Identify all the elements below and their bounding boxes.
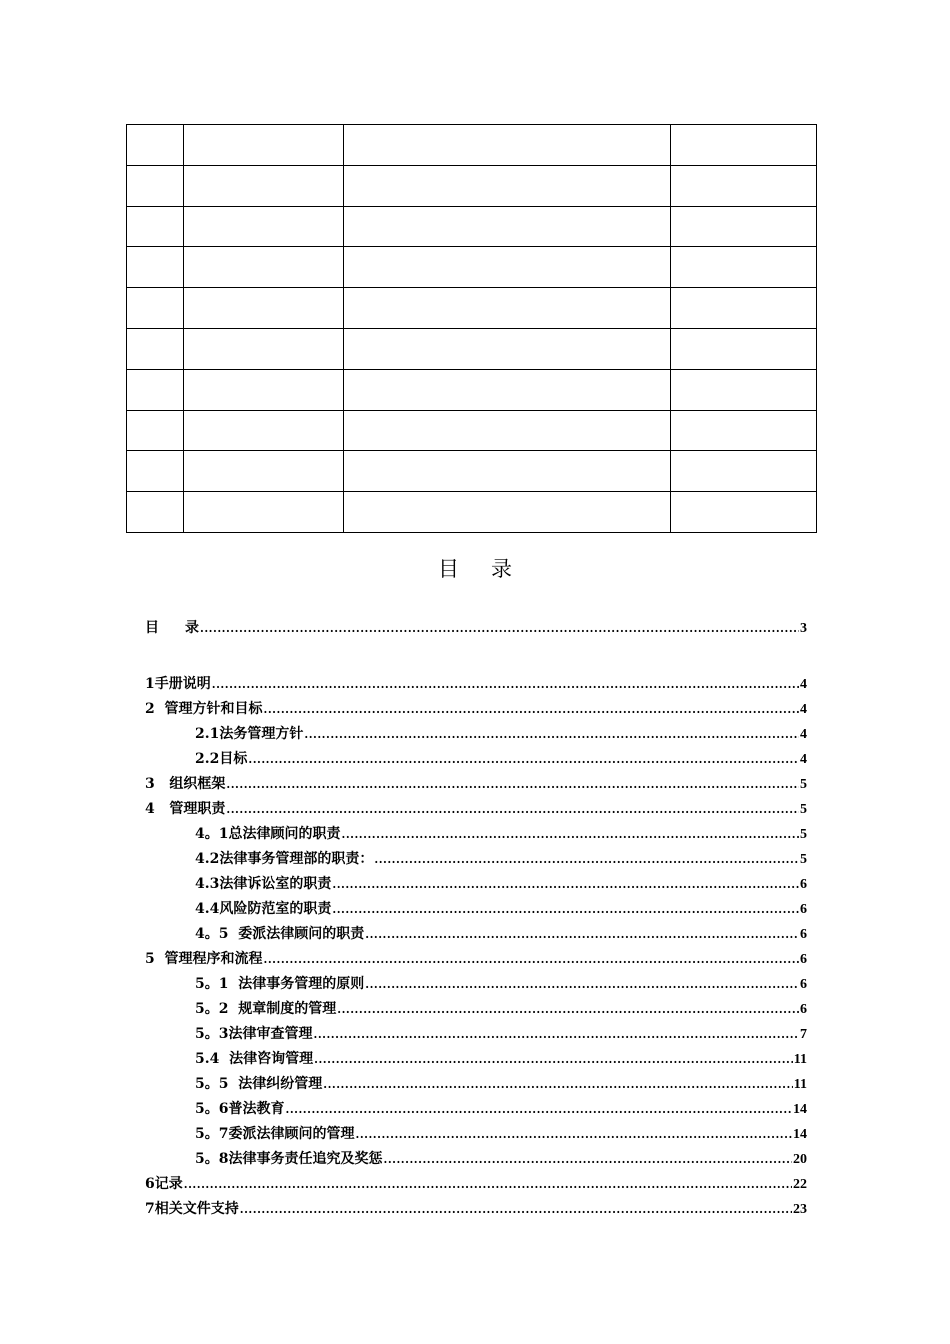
toc-entry-4-3[interactable] (195, 873, 807, 893)
table-cell (671, 288, 817, 329)
toc-dot-leader (200, 622, 799, 635)
toc-entry-page: 6 (800, 977, 807, 992)
toc-entry-label: 5。1 法律事务管理的原则 (195, 976, 365, 992)
table-cell (671, 328, 817, 369)
toc-entry-4[interactable] (145, 798, 807, 818)
toc-entry-page: 3 (800, 621, 807, 636)
table-row (127, 328, 817, 369)
toc-entry-page: 6 (800, 927, 807, 942)
toc-entry-5-1[interactable] (195, 973, 807, 993)
table-cell (184, 451, 344, 492)
table-cell (127, 328, 184, 369)
toc-entry-page: 4 (800, 752, 807, 767)
toc-entry-page: 14 (793, 1127, 807, 1142)
table-cell (184, 247, 344, 288)
toc-dot-leader (248, 753, 799, 766)
toc-entry-label: 2.2目标 (195, 751, 248, 767)
toc-entry-label: 5。5 法律纠纷管理 (195, 1076, 323, 1092)
toc-entry-label: 5.4 法律咨询管理 (195, 1051, 314, 1067)
toc-dot-leader (337, 1003, 799, 1016)
table-cell (184, 125, 344, 166)
table-cell (184, 165, 344, 206)
toc-heading-left: 目 (438, 557, 459, 581)
toc-dot-leader (226, 803, 799, 816)
toc-dot-leader (264, 703, 800, 716)
table-cell (344, 165, 671, 206)
revision-table-body (127, 125, 817, 533)
toc-entry-5-5[interactable] (195, 1073, 807, 1093)
toc-dot-leader (226, 778, 799, 791)
table-row (127, 451, 817, 492)
toc-dot-leader (184, 1178, 792, 1191)
toc-entry-5-2[interactable] (195, 998, 807, 1018)
toc-dot-leader (383, 1153, 792, 1166)
toc-dot-leader (212, 678, 799, 691)
toc-entry-label: 3 组织框架 (145, 776, 226, 792)
toc-entry-label: 目 录 (145, 620, 199, 636)
toc-entry-5-8[interactable] (195, 1148, 807, 1168)
table-row (127, 288, 817, 329)
toc-entry-label: 4。5 委派法律顾问的职责 (195, 926, 365, 942)
toc-entry-label: 4 管理职责 (145, 801, 226, 817)
toc-dot-leader (332, 903, 799, 916)
toc-entry-4-5[interactable] (195, 923, 807, 943)
table-cell (671, 410, 817, 451)
toc-entry-page: 23 (793, 1202, 807, 1217)
toc-entry-5-6[interactable] (195, 1098, 807, 1118)
toc-entry-label: 2.1法务管理方针 (195, 726, 304, 742)
toc-entry-4-1[interactable] (195, 823, 807, 843)
toc-dot-leader (313, 1028, 799, 1041)
table-row (127, 165, 817, 206)
revision-table (126, 124, 817, 533)
toc-entry-page: 4 (800, 677, 807, 692)
table-cell (184, 288, 344, 329)
toc-entry-5[interactable] (145, 948, 807, 968)
table-cell (127, 288, 184, 329)
toc-entry-label: 5。8法律事务责任追究及奖惩 (195, 1151, 383, 1167)
toc-dot-leader (365, 978, 799, 991)
table-row (127, 410, 817, 451)
toc-dot-leader (365, 928, 799, 941)
table-cell (127, 165, 184, 206)
table-cell (344, 369, 671, 410)
toc-entry-6[interactable] (145, 1173, 807, 1193)
table-cell (344, 125, 671, 166)
toc-entry-contents[interactable] (145, 617, 807, 637)
table-row (127, 369, 817, 410)
table-cell (127, 369, 184, 410)
toc-entry-label: 5 管理程序和流程 (145, 951, 263, 967)
table-row (127, 125, 817, 166)
toc-heading (0, 553, 950, 583)
toc-entry-page: 20 (793, 1152, 807, 1167)
toc-entry-page: 6 (800, 877, 807, 892)
toc-entry-3[interactable] (145, 773, 807, 793)
table-cell (344, 206, 671, 247)
toc-entry-5-7[interactable] (195, 1123, 807, 1143)
table-cell (184, 206, 344, 247)
toc-entry-page: 6 (800, 902, 807, 917)
toc-dot-leader (355, 1128, 792, 1141)
toc-entry-page: 5 (800, 802, 807, 817)
toc-entry-page: 22 (793, 1177, 807, 1192)
toc-entry-label: 2 管理方针和目标 (145, 701, 263, 717)
toc-entry-page: 4 (800, 702, 807, 717)
table-cell (671, 369, 817, 410)
table-row (127, 492, 817, 533)
toc-entry-page: 4 (800, 727, 807, 742)
toc-entry-label: 4.3法律诉讼室的职责 (195, 876, 332, 892)
toc-entry-5-3[interactable] (195, 1023, 807, 1043)
toc-entry-label: 5。3法律审查管理 (195, 1026, 313, 1042)
toc-entry-label: 6记录 (145, 1176, 183, 1192)
table-cell (184, 410, 344, 451)
toc-dot-leader (285, 1103, 792, 1116)
toc-entry-label: 5。2 规章制度的管理 (195, 1001, 337, 1017)
table-cell (671, 125, 817, 166)
toc-entry-4-2[interactable] (195, 848, 807, 868)
toc-entry-label: 4。1总法律顾问的职责 (195, 826, 341, 842)
toc-entry-4-4[interactable] (195, 898, 807, 918)
table-cell (127, 492, 184, 533)
toc-entry-2-2[interactable] (195, 748, 807, 768)
table-cell (344, 410, 671, 451)
table-cell (671, 247, 817, 288)
toc-dot-leader (240, 1203, 792, 1216)
toc-dot-leader (374, 853, 799, 866)
table-cell (344, 328, 671, 369)
toc-dot-leader (304, 728, 799, 741)
table-cell (671, 206, 817, 247)
toc-dot-leader (341, 828, 799, 841)
toc-entry-2-1[interactable] (195, 723, 807, 743)
table-cell (127, 410, 184, 451)
toc-entry-2[interactable] (145, 698, 807, 718)
table-cell (184, 492, 344, 533)
toc-entry-7[interactable] (145, 1198, 807, 1218)
toc-dot-leader (314, 1053, 793, 1066)
table-cell (344, 247, 671, 288)
table-cell (671, 165, 817, 206)
table-cell (127, 206, 184, 247)
toc-entry-page: 14 (793, 1102, 807, 1117)
table-cell (344, 451, 671, 492)
table-cell (344, 492, 671, 533)
table-cell (127, 125, 184, 166)
toc-entry-page: 6 (800, 952, 807, 967)
toc-entry-page: 11 (793, 1052, 807, 1067)
toc-entry-page: 11 (793, 1077, 807, 1092)
toc-entry-label: 7相关文件支持 (145, 1201, 239, 1217)
table-cell (127, 451, 184, 492)
toc-dot-leader (264, 953, 800, 966)
toc-entry-page: 6 (800, 1002, 807, 1017)
toc-entry-1[interactable] (145, 673, 807, 693)
table-row (127, 206, 817, 247)
toc-entry-label: 4.4风险防范室的职责 (195, 901, 332, 917)
toc-entry-label: 5。6普法教育 (195, 1101, 285, 1117)
toc-entry-page: 5 (800, 777, 807, 792)
table-cell (127, 247, 184, 288)
table-cell (184, 328, 344, 369)
toc-entry-5-4[interactable] (195, 1048, 807, 1068)
toc-dot-leader (332, 878, 799, 891)
table-cell (671, 492, 817, 533)
toc-entry-page: 5 (800, 827, 807, 842)
toc-entry-page: 7 (800, 1027, 807, 1042)
table-cell (671, 451, 817, 492)
toc-heading-right: 录 (491, 557, 512, 581)
toc-entry-label: 5。7委派法律顾问的管理 (195, 1126, 355, 1142)
toc-entry-page: 5 (800, 852, 807, 867)
table-cell (184, 369, 344, 410)
table-row (127, 247, 817, 288)
toc-entry-label: 1手册说明 (145, 676, 211, 692)
toc-entry-label: 4.2法律事务管理部的职责： (195, 851, 374, 867)
table-cell (344, 288, 671, 329)
toc-dot-leader (323, 1078, 793, 1091)
